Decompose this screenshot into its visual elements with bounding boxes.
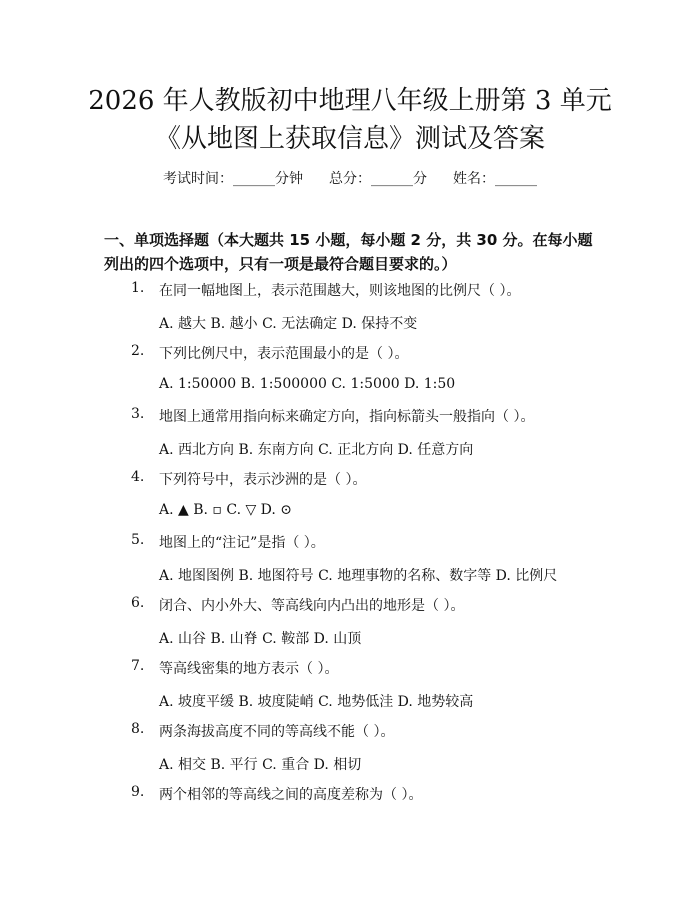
question-stem: 两个相邻的等高线之间的高度差称为（ ）。 (159, 787, 423, 803)
question-stem: 下列比例尺中，表示范围最小的是（ ）。 (159, 346, 409, 362)
question-list (0, 280, 700, 847)
question-number: 3. (131, 406, 145, 422)
question-stem: 地图上的“注记”是指（ ）。 (159, 535, 325, 551)
total-score-label: 总分：______分 (329, 171, 427, 187)
question-number: 4. (131, 469, 145, 485)
question-options: A. 相交 B. 平行 C. 重合 D. 相切 (159, 757, 362, 773)
question-number: 2. (131, 343, 145, 359)
question-item (0, 406, 700, 469)
question-item (0, 343, 700, 406)
question-options: A. 越大 B. 越小 C. 无法确定 D. 保持不变 (159, 316, 418, 332)
question-options: A. ▲ B. ▫ C. ▽ D. ⊙ (159, 502, 293, 518)
name-label: 姓名：______ (453, 171, 537, 187)
title-line-1: 2026 年人教版初中地理八年级上册第 3 单元 (88, 86, 612, 116)
question-item (0, 595, 700, 658)
question-stem: 闭合、内小外大、等高线向内凸出的地形是（ ）。 (159, 598, 465, 614)
question-item (0, 658, 700, 721)
section-heading: 一、单项选择题（本大题共 15 小题，每小题 2 分，共 30 分。在每小题列出的四个选项中，只有一项是最符合题目要求的。） (104, 231, 593, 273)
question-number: 6. (131, 595, 145, 611)
document-title (0, 82, 700, 158)
question-stem: 两条海拔高度不同的等高线不能（ ）。 (159, 724, 395, 740)
question-item (0, 280, 700, 343)
question-number: 9. (131, 784, 145, 800)
question-stem: 下列符号中，表示沙洲的是（ ）。 (159, 472, 367, 488)
exam-info (0, 168, 700, 188)
question-stem: 在同一幅地图上，表示范围越大，则该地图的比例尺（ ）。 (159, 283, 521, 299)
question-number: 7. (131, 658, 145, 674)
question-item (0, 532, 700, 595)
question-stem: 等高线密集的地方表示（ ）。 (159, 661, 339, 677)
question-number: 8. (131, 721, 145, 737)
question-item (0, 784, 700, 847)
question-stem: 地图上通常用指向标来确定方向，指向标箭头一般指向（ ）。 (159, 409, 535, 425)
question-options: A. 山谷 B. 山脊 C. 鞍部 D. 山顶 (159, 631, 362, 647)
question-options: A. 地图图例 B. 地图符号 C. 地理事物的名称、数字等 D. 比例尺 (159, 568, 558, 584)
question-item (0, 469, 700, 532)
exam-time-label: 考试时间：______分钟 (163, 171, 303, 187)
question-options: A. 1:50000 B. 1:500000 C. 1:5000 D. 1:50 (159, 376, 456, 392)
title-line-2: 《从地图上获取信息》测试及答案 (154, 124, 545, 154)
question-item (0, 721, 700, 784)
question-options: A. 西北方向 B. 东南方向 C. 正北方向 D. 任意方向 (159, 442, 474, 458)
question-options: A. 坡度平缓 B. 坡度陡峭 C. 地势低洼 D. 地势较高 (159, 694, 474, 710)
question-number: 1. (131, 280, 145, 296)
question-number: 5. (131, 532, 145, 548)
